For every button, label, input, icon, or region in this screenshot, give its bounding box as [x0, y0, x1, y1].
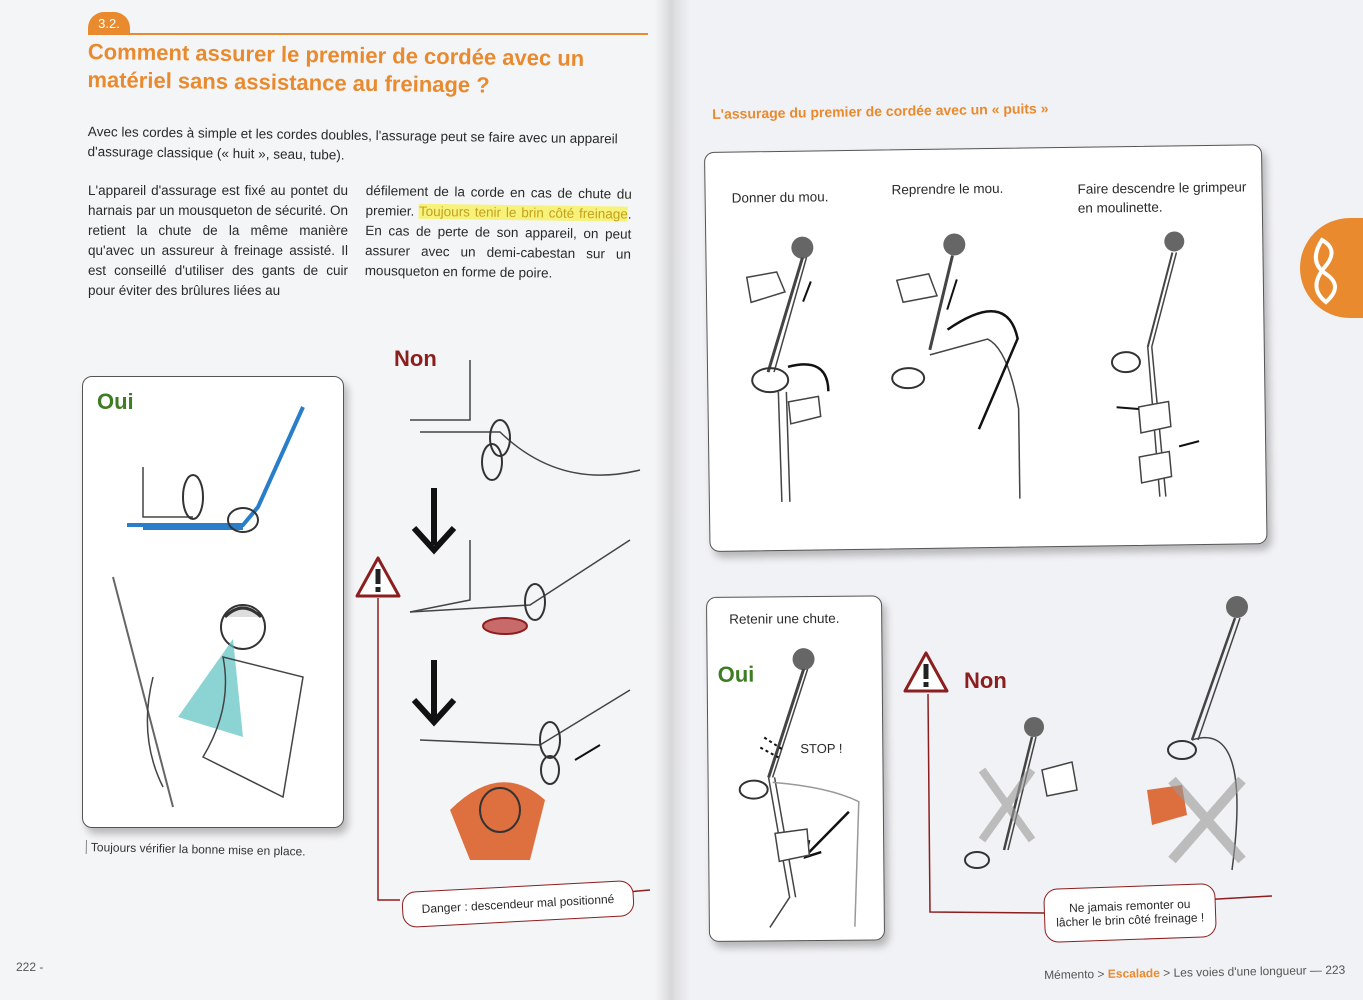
body-column-1: L'appareil d'assurage est fixé au pontet du harnais par un mousqueton de sécurité. On retient la chute de la même manière qu'avec un assureur à freinage assisté. Il est conseillé d'utiliser des gants de cuir pour éviter des brûlures liées au	[88, 183, 348, 298]
col2-text-start: défilement de la corde en cas de chute du premier.	[365, 182, 632, 219]
retain-fall-label: Retenir une chute.	[729, 610, 840, 627]
step-2-label: Reprendre le mou.	[891, 180, 1004, 198]
warning-icon	[354, 555, 402, 599]
left-page-number: 222 -	[16, 960, 44, 974]
stop-label: STOP !	[800, 740, 843, 757]
highlighted-text: Toujours tenir le brin côté freinage	[418, 203, 628, 222]
footer-book: Mémento	[1044, 967, 1095, 982]
footer-chapter: Escalade	[1107, 965, 1160, 981]
non-label: Non	[394, 346, 437, 371]
right-page-number: 223	[1325, 962, 1346, 978]
step-1-label: Donner du mou.	[731, 189, 829, 206]
oui-label: Oui	[97, 389, 134, 414]
check-caption: Toujours vérifier la bonne mise en place.	[86, 840, 306, 859]
right-footer: Mémento > Escalade > Les voies d'une longueur — 223	[1044, 962, 1346, 982]
oui-label-right: Oui	[717, 661, 755, 687]
never-release-callout: Ne jamais remonter ou lâcher le brin côté freinage !	[1043, 883, 1217, 943]
step-3-label: Faire descendre le grimpeur en moulinette.	[1077, 179, 1247, 216]
left-page	[0, 0, 672, 1000]
footer-section: Les voies d'une longueur	[1173, 963, 1307, 980]
section-subtitle: L'assurage du premier de cordée avec un « puits »	[712, 100, 1049, 122]
danger-callout: Danger : descendeur mal positionné	[401, 880, 635, 928]
non-belay-sequence-illustration	[0, 0, 672, 1000]
non-label-right: Non	[964, 668, 1007, 693]
col2-text-end: . En cas de perte de son appareil, on peut assurer avec un demi-cabestan sur un mousqueton en forme de poire.	[364, 206, 632, 281]
figure-eight-knot-icon	[672, 0, 1363, 1000]
section-number: 3.2.	[88, 12, 130, 34]
page-title: Comment assurer le premier de cordée avec un matériel sans assistance au freinage ?	[87, 38, 585, 98]
intro-paragraph: Avec les cordes à simple et les cordes doubles, l'assurage peut se faire avec un appareil d'assurage classique (« huit », seau, tube).	[87, 123, 618, 163]
right-page	[672, 0, 1363, 1000]
